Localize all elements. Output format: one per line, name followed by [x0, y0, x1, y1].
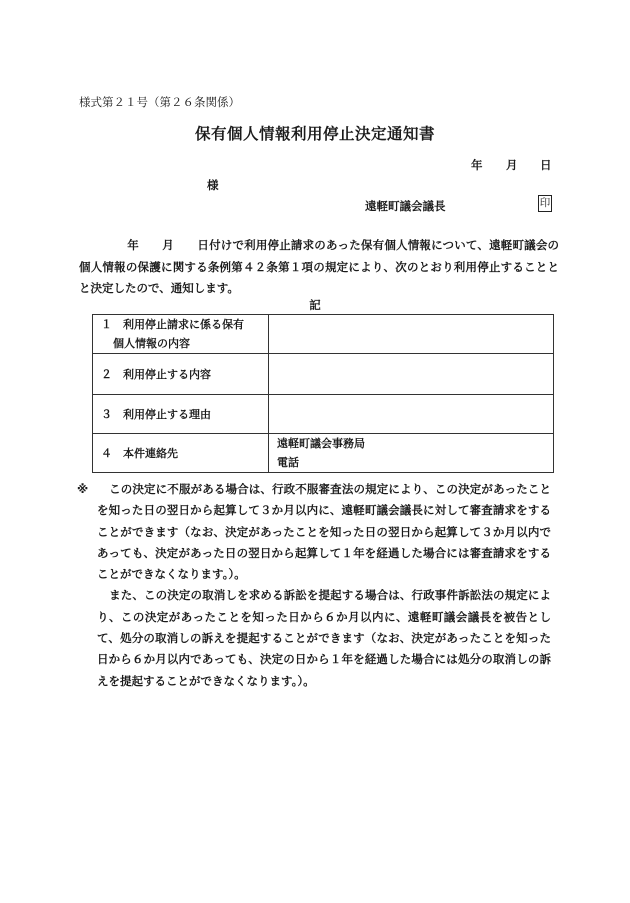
contact-office: 遠軽町議会事務局 — [277, 437, 365, 450]
note-paragraph-1 — [97, 479, 551, 585]
seal-stamp: 印 — [538, 195, 552, 212]
date-month-label: 月 — [506, 158, 518, 172]
row-value — [269, 354, 554, 395]
row-label: ４ 本件連絡先 — [93, 434, 269, 473]
date-day-label: 日 — [540, 158, 552, 172]
row-label: ２ 利用停止する内容 — [93, 354, 269, 395]
details-table — [92, 314, 554, 473]
document-title: 保有個人情報利用停止決定通知書 — [194, 125, 435, 143]
notification-paragraph — [79, 235, 559, 300]
row-label-line: 個人情報の内容 — [113, 337, 190, 350]
note-text-2: また、この決定の取消しを求める訴訟を提起する場合は、行政事件訴訟法の規定により、この決定があったことを知った日から６か月以内に、遠軽町議会議長を被告として、処分の取消しの訴えを提起することができます（なお、決定があったことを知った日から６か月以内であっても、決定の日から１年を経過した場合には処分の取消しの訴えを提起することができなくなります。）。 — [97, 588, 551, 688]
appeal-notes — [77, 479, 551, 692]
row-label: ３ 利用停止する理由 — [93, 395, 269, 434]
table-row — [93, 354, 554, 395]
row-value — [269, 434, 554, 473]
table-row — [93, 315, 554, 354]
note-mark: ※ — [77, 482, 89, 496]
issuer-name: 遠軽町議会議長 — [365, 199, 446, 213]
table-row — [93, 434, 554, 473]
body-month-label: 月 — [162, 238, 174, 252]
row-label-line: １ 利用停止請求に係る保有 — [101, 318, 244, 331]
row-value — [269, 315, 554, 354]
row-value — [269, 395, 554, 434]
note-text-1: この決定に不服がある場合は、行政不服審査法の規定により、この決定があったことを知った日の翌日から起算して３か月以内に、遠軽町議会議長に対して審査請求をすることができます（なお、決定があったことを知った日の翌日から起算して３か月以内であっても、決定があった日の翌日から起算して１年を経過した場合には審査請求をすることができなくなります。）。 — [97, 482, 551, 582]
note-paragraph-2 — [97, 585, 551, 691]
form-number: 様式第２１号（第２６条関係） — [79, 95, 240, 109]
date-year-label: 年 — [471, 158, 483, 172]
row-label — [93, 315, 269, 354]
body-year-label: 年 — [127, 238, 139, 252]
ki-heading: 記 — [309, 298, 321, 312]
contact-phone-label: 電話 — [277, 456, 299, 469]
addressee-suffix: 様 — [207, 178, 219, 192]
body-paragraph-text: 日付けで利用停止請求のあった保有個人情報について、遠軽町議会の個人情報の保護に関する条例第４２条第１項の規定により、次のとおり利用停止することとと決定したので、通知します。 — [79, 238, 560, 295]
table-row — [93, 395, 554, 434]
